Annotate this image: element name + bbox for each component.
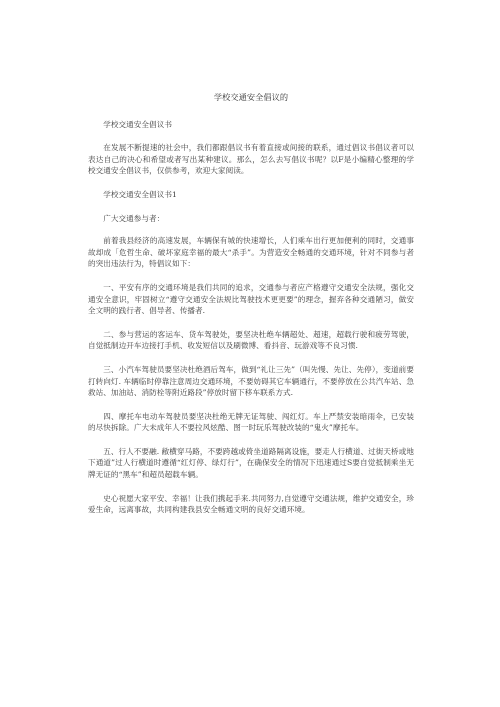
body-paragraph-5: 五、行人不要融. 敝横穿马路，不要跨越或倚坐道路隔离设施，要走人行横道、过街天桥或地下通道”过人行横道时遵循“红灯停、绿灯行”，在确保安全的情况下迅速通过S要自觉抵制乘坐无牌无证的“黑车”和超员超载车辆。 — [88, 446, 414, 480]
document-page — [88, 86, 414, 528]
document-title: 学校交通安全倡议的 — [213, 92, 289, 102]
body-paragraph-preamble: 前着我县经济的高速发展，车辆保有城的快速增长，人们乘车出行更加便利的同时，交通事故却成「危哲生命、破坏家庭幸福的最大“杀手”。为营造安全畅通的交通环境，针对不同参与者的突出违法行为，特倡议如下： — [88, 236, 414, 269]
body-paragraph-1: 一、平安有序的交通环境是我们共同的追求，交通参与者应产格遵守交通安全法规，强化交通安全意识，牢固树立“遵守交通安全法规比驾驶技术更更要”的理念，握弃各种交通陋习，做安全文明的践行者、倡导者、传播者. — [88, 282, 414, 316]
body-paragraph-4: 四、摩托车电动车驾驶员要坚决杜绝无牌无证驾驶、闯红灯。车上严禁安装暗雨伞，已安装的尽快拆除。广大未成年人不要拉风炫酷、图一时玩乐驾驶改装的“鬼火”摩托车。 — [88, 411, 414, 433]
intro-paragraph: 在发展不断提速的社会中，我们都跟倡议书有着直接或间接的联系，通过倡议书倡议者可以表达自己的决心和希望或者写出某种建议。那么，怎么去写倡议书呢？以F是小编精心整理的学校交通安全倡议书，仅供参考，欢迎大家阅读。 — [88, 143, 414, 176]
closing-paragraph: 史心祝愿大家平安、幸福！让我们携起手来.共同努力,自觉遵守交通法规，维护交通安全，珍爱生命，远离事故，共同构建我县安全畅通文明的良好交通环境。 — [88, 493, 414, 515]
section-heading: 学校交通安全倡议书 — [103, 119, 172, 129]
salutation: 广大交通参与者： — [103, 213, 165, 223]
body-paragraph-2: 二、参与营运的客运车、货车驾驶处，要坚决杜绝车辆超处、超速，超载行驶和疲劳驾驶，自觉抵制边开车边接打手机、收发短信以及刷微博、看抖音、玩游戏等不良习惯. — [88, 329, 414, 351]
body-paragraph-3: 三、小汽车驾驶员要坚决杜绝酒后驾车，做到“礼让三先”（叫先慢、先让、先停），变道前要打转向灯. 车辆临时停靠注意周边交通环境，不要妨碍其它车辆通行，不要停放在公共汽车站、急救站、加油站、消防栓等附近路段”停放时留下移车联系方式. — [88, 364, 414, 398]
subsection-heading: 学校交通安全倡议书1 — [103, 189, 177, 199]
